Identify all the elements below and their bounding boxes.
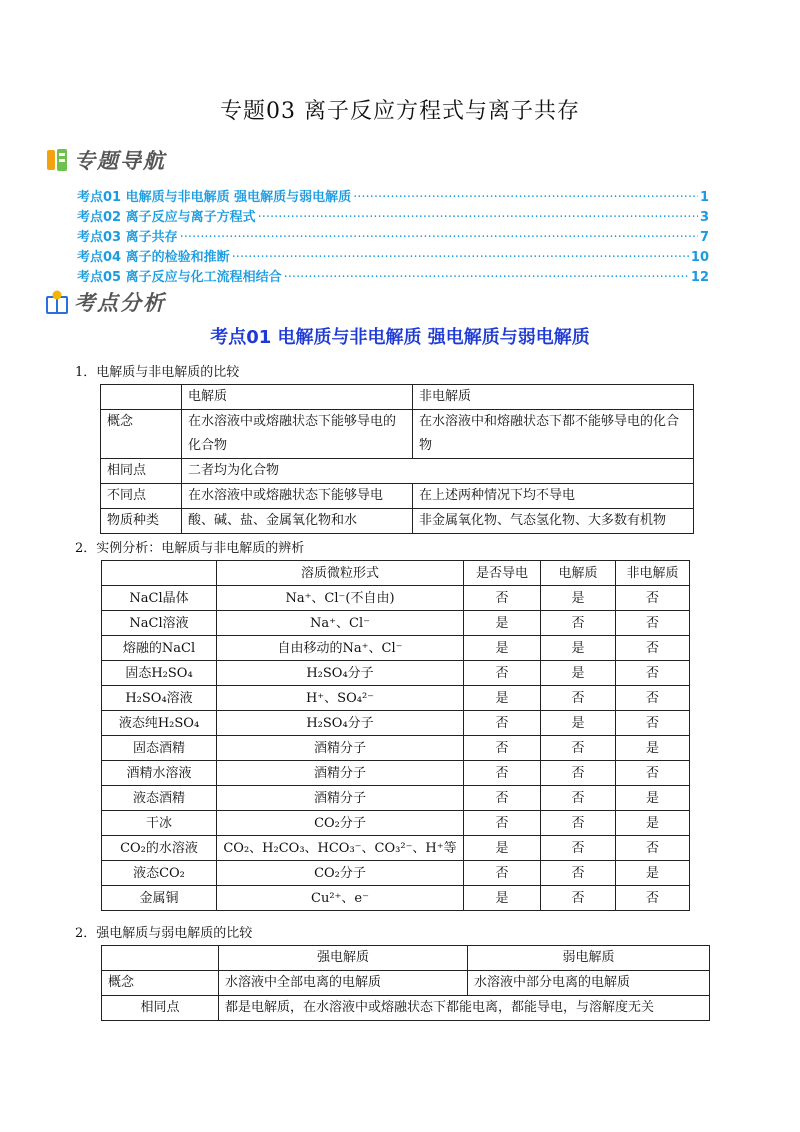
table-cell: 不同点 (101, 484, 182, 509)
navigation-icon (46, 147, 68, 173)
table-cell: 否 (464, 736, 541, 761)
table-cell: 固态H₂SO₄ (102, 661, 217, 686)
table-cell: 水溶液中部分电离的电解质 (468, 971, 710, 996)
analysis-banner-text: 考点分析 (74, 291, 166, 315)
table-cell: CO₂分子 (217, 811, 464, 836)
toc-item[interactable]: 考点02 离子反应与离子方程式 ····· 3 (77, 206, 709, 226)
table-cell: 是 (541, 586, 616, 611)
table-cell: 是 (616, 786, 690, 811)
table-cell: 电解质 (541, 561, 616, 586)
table-cell: 是 (616, 811, 690, 836)
table-cell: 非电解质 (413, 385, 694, 410)
table-cell: 自由移动的Na⁺、Cl⁻ (217, 636, 464, 661)
table-cell: NaCl晶体 (102, 586, 217, 611)
table-cell: 否 (616, 586, 690, 611)
table-cell: 否 (541, 886, 616, 911)
table-row (102, 561, 690, 586)
table-cell: 在上述两种情况下均不导电 (413, 484, 694, 509)
table-cell: 否 (616, 886, 690, 911)
table-cell: 否 (541, 836, 616, 861)
table-cell: 酒精分子 (217, 761, 464, 786)
table-cell: NaCl溶液 (102, 611, 217, 636)
table-cell: 是 (464, 636, 541, 661)
table-row (102, 786, 690, 811)
table-cell: 是 (464, 611, 541, 636)
table-cell: 酒精水溶液 (102, 761, 217, 786)
table-cell: 概念 (101, 410, 182, 459)
table-cell: 否 (541, 861, 616, 886)
toc-item[interactable]: 考点01 电解质与非电解质 强电解质与弱电解质 ····· 1 (77, 186, 709, 206)
table-row (102, 636, 690, 661)
table-row (102, 886, 690, 911)
table-cell: 否 (616, 611, 690, 636)
table-cell: 否 (464, 661, 541, 686)
table-row (101, 410, 694, 459)
table-row (101, 484, 694, 509)
table-cell: 液态CO₂ (102, 861, 217, 886)
table-row (101, 459, 694, 484)
table-cell: 否 (464, 711, 541, 736)
table-row (102, 946, 710, 971)
table-cell: 否 (616, 761, 690, 786)
table-cell: 是 (616, 736, 690, 761)
table-row (102, 661, 690, 686)
table-cell: H₂SO₄分子 (217, 661, 464, 686)
subheading-3: 2．强电解质与弱电解质的比较 (75, 926, 253, 941)
table-row (102, 811, 690, 836)
nav-banner (46, 145, 166, 175)
table-cell: H₂SO₄溶液 (102, 686, 217, 711)
table-cell: 是 (541, 711, 616, 736)
table-cell: 是否导电 (464, 561, 541, 586)
table-cell: 酒精分子 (217, 736, 464, 761)
table-cell: 二者均为化合物 (182, 459, 694, 484)
table-cell: 金属铜 (102, 886, 217, 911)
table-cell: 非电解质 (616, 561, 690, 586)
table-row (102, 996, 710, 1021)
table-cell (102, 561, 217, 586)
table-cell: 是 (464, 686, 541, 711)
table-cell: 相同点 (102, 996, 219, 1021)
table-cell: 否 (464, 586, 541, 611)
table-cell: 是 (541, 661, 616, 686)
table-row (102, 836, 690, 861)
table-cell: 否 (616, 636, 690, 661)
toc-item[interactable]: 考点03 离子共存 ····· 7 (77, 226, 709, 246)
table-cell: 否 (541, 686, 616, 711)
table-cell: 否 (616, 661, 690, 686)
table-row (102, 761, 690, 786)
table-row (102, 861, 690, 886)
table-cell: 否 (616, 711, 690, 736)
table-cell: 否 (616, 686, 690, 711)
table-cell: 溶质微粒形式 (217, 561, 464, 586)
table-cell: 是 (464, 836, 541, 861)
subheading-1: 1．电解质与非电解质的比较 (75, 365, 240, 380)
table-cell: 相同点 (101, 459, 182, 484)
table-cell: Na⁺、Cl⁻ (217, 611, 464, 636)
table-cell: 在水溶液中和熔融状态下都不能够导电的化合物 (413, 410, 694, 459)
table-row (102, 711, 690, 736)
table-cell: CO₂分子 (217, 861, 464, 886)
table-row (102, 686, 690, 711)
table-cell: 否 (541, 761, 616, 786)
table-cell: 否 (464, 786, 541, 811)
table-cell: 概念 (102, 971, 219, 996)
table-cell: 否 (541, 736, 616, 761)
analysis-banner (46, 287, 166, 317)
table-cell: 否 (464, 861, 541, 886)
table-cell: 否 (541, 786, 616, 811)
table-cell: 否 (541, 611, 616, 636)
section-heading: 考点01 电解质与非电解质 强电解质与弱电解质 (210, 327, 590, 348)
table-cell: 在水溶液中或熔融状态下能够导电的化合物 (182, 410, 413, 459)
toc-item[interactable]: 考点05 离子反应与化工流程相结合 ····· 12 (77, 266, 709, 286)
table-cell: 熔融的NaCl (102, 636, 217, 661)
table-cell: 液态酒精 (102, 786, 217, 811)
table-cell: 在水溶液中或熔融状态下能够导电 (182, 484, 413, 509)
table-cell (101, 385, 182, 410)
table-cell: 物质种类 (101, 509, 182, 534)
table-cell: 否 (464, 811, 541, 836)
table-cell: 是 (464, 886, 541, 911)
table-cell: 是 (616, 861, 690, 886)
table-cell: CO₂、H₂CO₃、HCO₃⁻、CO₃²⁻、H⁺等 (217, 836, 464, 861)
table-of-contents (77, 186, 709, 286)
subheading-2: 2．实例分析：电解质与非电解质的辨析 (75, 541, 305, 556)
page-title: 专题03 离子反应方程式与离子共存 (220, 99, 580, 124)
table-cell: 干冰 (102, 811, 217, 836)
nav-banner-text: 专题导航 (74, 149, 166, 173)
table-cell: 固态酒精 (102, 736, 217, 761)
table-instance-analysis (101, 560, 690, 911)
table-cell: 酒精分子 (217, 786, 464, 811)
table-cell: 是 (541, 636, 616, 661)
table-cell: H⁺、SO₄²⁻ (217, 686, 464, 711)
table-cell: 否 (616, 836, 690, 861)
table-cell: 电解质 (182, 385, 413, 410)
table-cell: 弱电解质 (468, 946, 710, 971)
table-row (102, 971, 710, 996)
table-cell (102, 946, 219, 971)
table-cell: 都是电解质，在水溶液中或熔融状态下都能电离，都能导电，与溶解度无关 (219, 996, 710, 1021)
table-cell: 酸、碱、盐、金属氧化物和水 (182, 509, 413, 534)
table-electrolyte-comparison (100, 384, 694, 534)
toc-item[interactable]: 考点04 离子的检验和推断 ····· 10 (77, 246, 709, 266)
table-cell: 强电解质 (219, 946, 468, 971)
book-lightbulb-icon (46, 289, 68, 315)
table-cell: 液态纯H₂SO₄ (102, 711, 217, 736)
table-row (102, 736, 690, 761)
table-cell: 否 (464, 761, 541, 786)
table-cell: 否 (541, 811, 616, 836)
table-row (101, 385, 694, 410)
table-row (101, 509, 694, 534)
table-strong-weak-electrolyte (101, 945, 710, 1021)
table-row (102, 586, 690, 611)
table-cell: Na⁺、Cl⁻(不自由) (217, 586, 464, 611)
table-cell: CO₂的水溶液 (102, 836, 217, 861)
table-cell: 非金属氧化物、气态氢化物、大多数有机物 (413, 509, 694, 534)
table-cell: Cu²⁺、e⁻ (217, 886, 464, 911)
table-row (102, 611, 690, 636)
table-cell: H₂SO₄分子 (217, 711, 464, 736)
table-cell: 水溶液中全部电离的电解质 (219, 971, 468, 996)
